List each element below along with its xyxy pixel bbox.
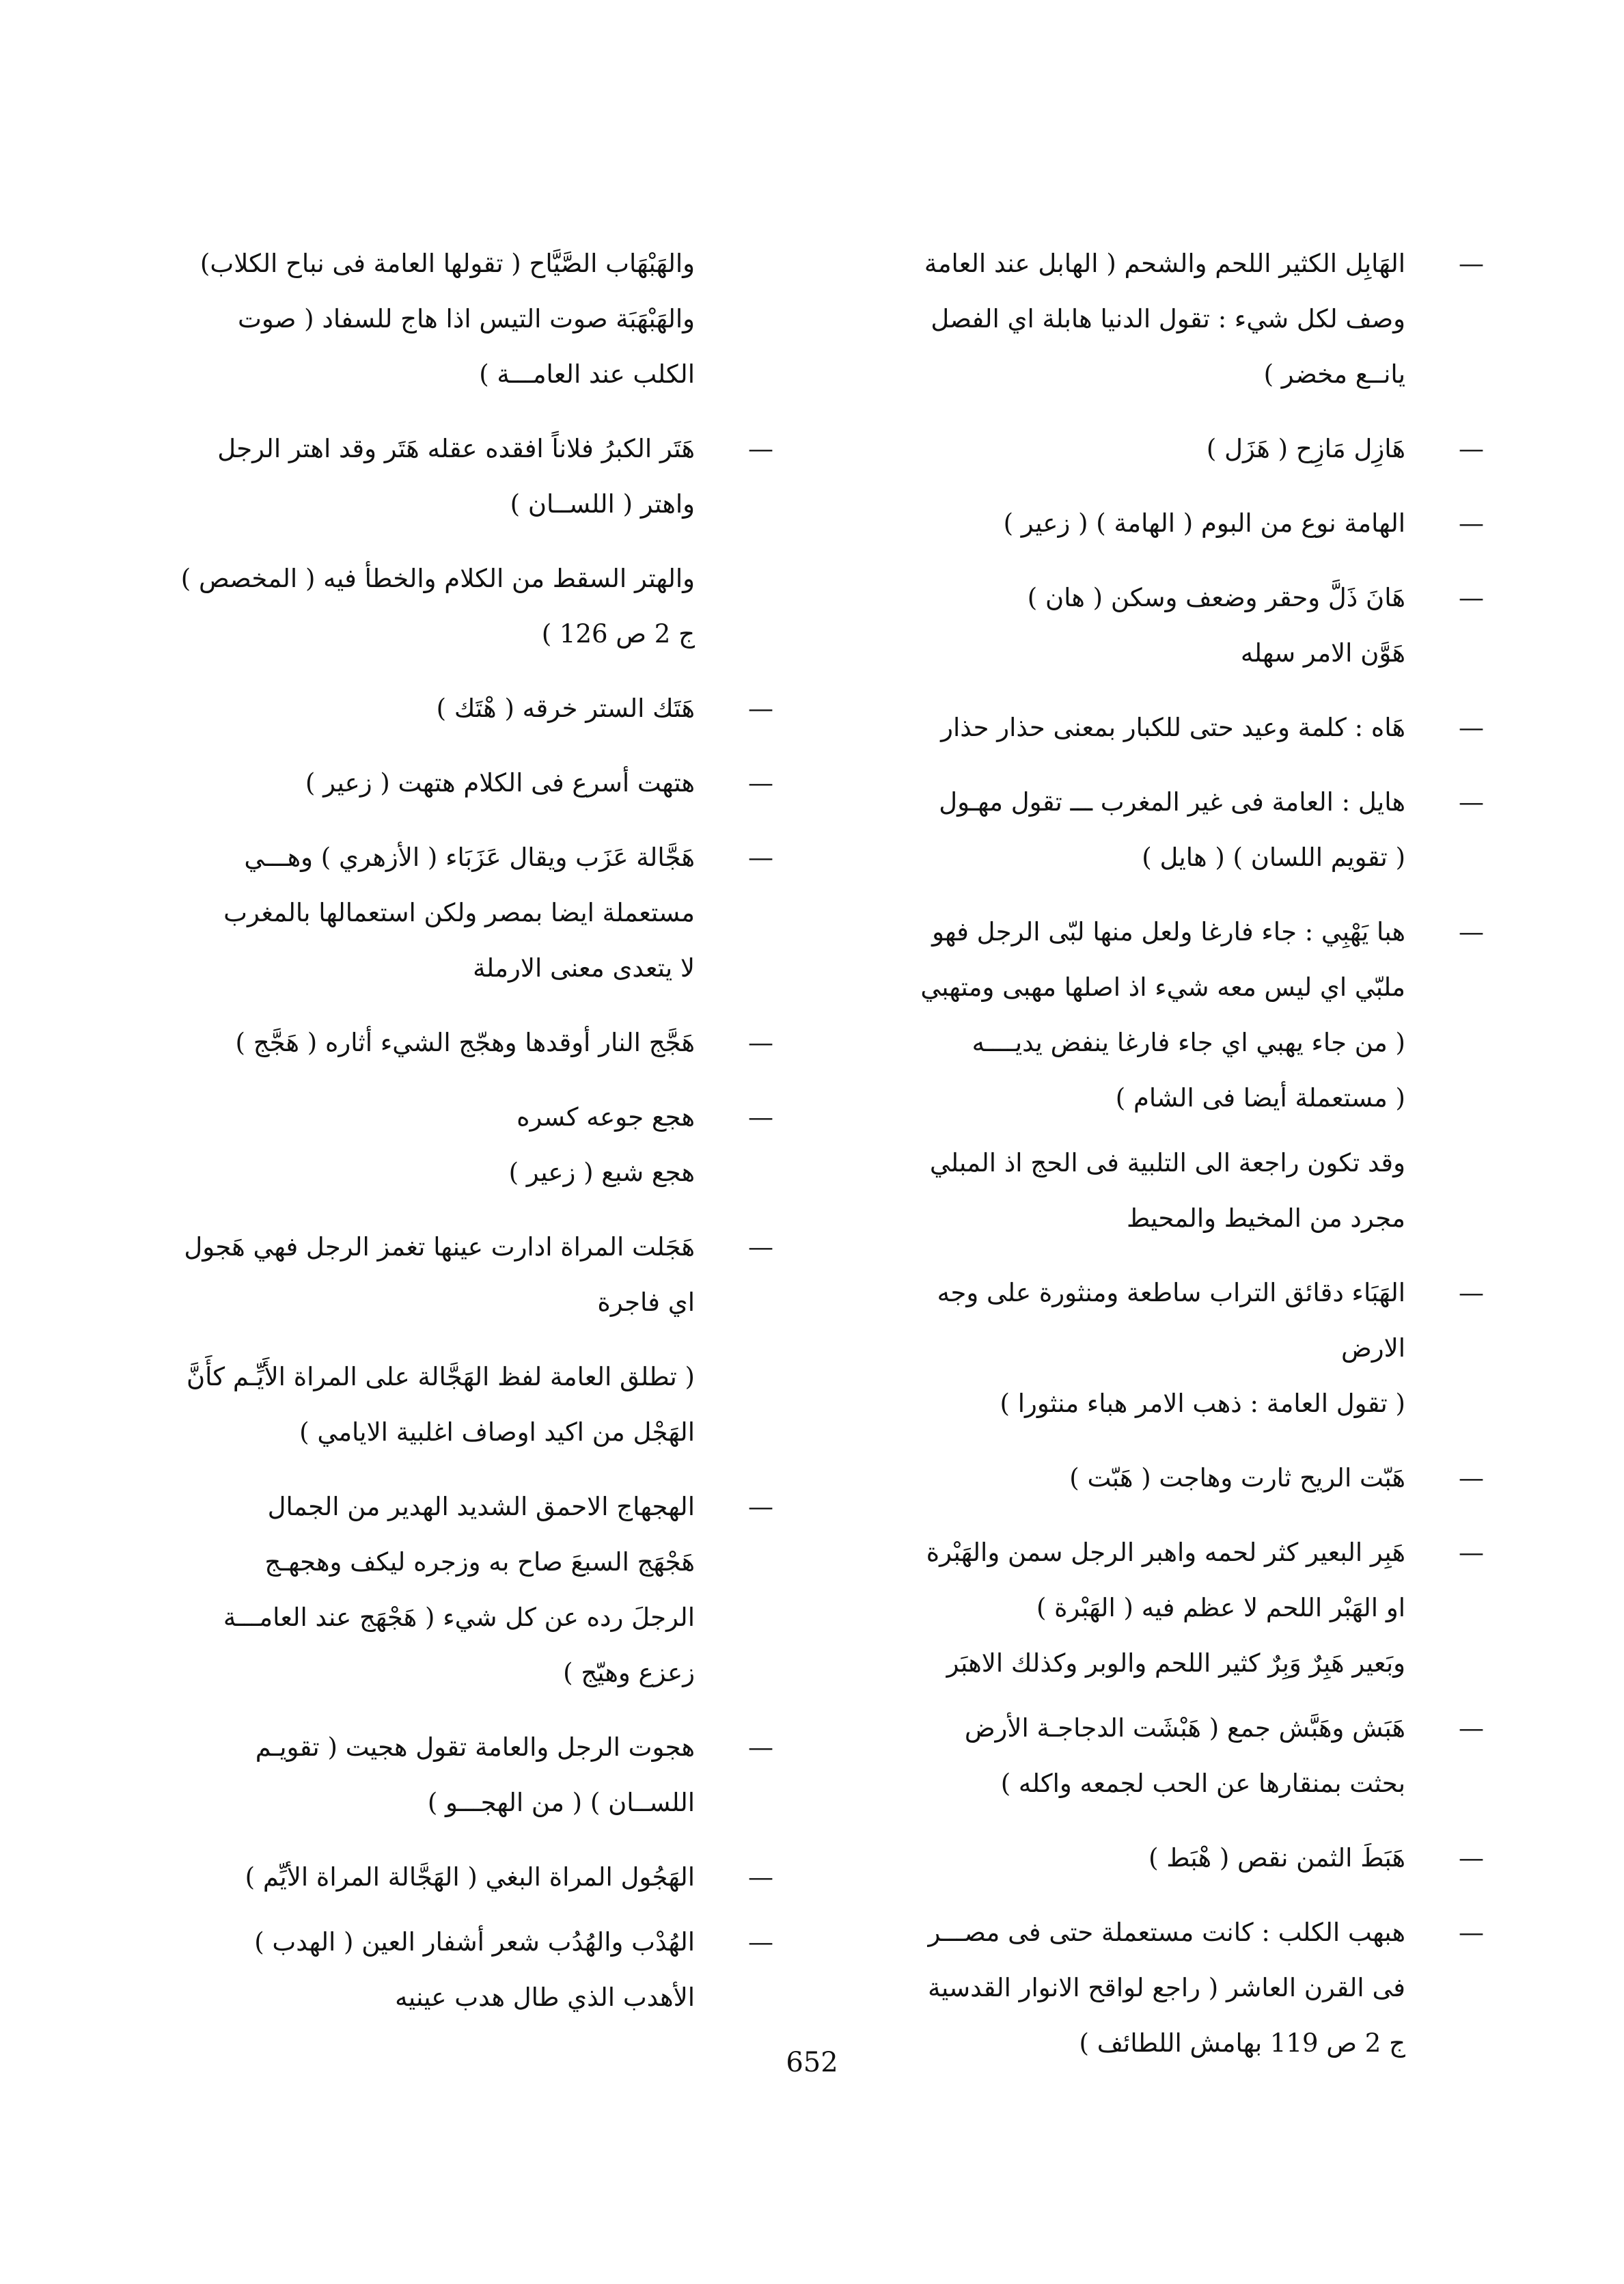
entry-line: — هتهت أسرع فى الكلام هتهت ( زعير ) <box>305 768 695 798</box>
entry-line: — الهجهاج الاحمق الشديد الهدير من الجمال <box>267 1492 695 1521</box>
entry-line: — الهَابِل الكثير اللحم والشحم ( الهابل عند العامة <box>924 249 1405 278</box>
dictionary-entry <box>855 1450 1484 1506</box>
entry-line: الارض <box>1341 1333 1405 1363</box>
dictionary-entry <box>855 774 1484 885</box>
entry-line: يانــع مخضر ) <box>1263 359 1405 389</box>
entry-line: والهتر السقط من الكلام والخطأ فيه ( المخصص ) <box>180 564 695 593</box>
dictionary-entry <box>855 570 1484 681</box>
dictionary-entry <box>131 1015 773 1070</box>
dictionary-entry <box>855 236 1484 402</box>
entry-line: الأهدب الذي طال هدب عينيه <box>395 1983 695 2012</box>
entry-line: والهَبْهَاب الصَّيَّاح ( تقولها العامة فى نباح الكلاب) <box>199 249 695 278</box>
entry-line: ( مستعملة أيضا فى الشام ) <box>1115 1083 1405 1113</box>
dictionary-entry <box>131 421 773 532</box>
entry-line: — هَجَّج النار أوقدها وهجّج الشيء أثاره ( هَجَّج ) <box>235 1028 695 1057</box>
dictionary-entry <box>131 1349 773 1460</box>
entry-line: او الهَبْر اللحم لا عظم فيه ( الهَبْرة ) <box>1036 1593 1405 1622</box>
entry-line: ملبّي اي ليس معه شيء اذ اصلها مهبى ومتهبي <box>920 973 1405 1002</box>
dictionary-entry <box>855 1905 1484 2071</box>
dictionary-entry <box>855 421 1484 476</box>
dictionary-entry <box>131 1719 773 1830</box>
entry-line: وبَعير هَبِرٌ وَبِرٌ كثير اللحم والوبر وكذلك الاهبَر <box>946 1648 1405 1678</box>
dictionary-entry <box>131 830 773 996</box>
entry-line: لا يتعدى معنى الارملة <box>473 953 695 983</box>
dictionary-entry <box>131 1849 773 1905</box>
entry-line: — الهَجُول المراة البغي ( الهَجَّالة المراة الأيِّم ) <box>245 1862 695 1892</box>
entry-line: وقد تكون راجعة الى التلبية فى الحج اذ المبلي <box>929 1148 1405 1178</box>
entry-line: ج 2 ص 119 بهامش اللطائف ) <box>1079 2028 1405 2058</box>
dictionary-entry <box>855 1830 1484 1886</box>
entry-line: هَوَّن الامر سهله <box>1240 638 1405 668</box>
dictionary-entry <box>131 1914 773 2025</box>
entry-line: ( تقول العامة : ذهب الامر هباء منثورا ) <box>1000 1389 1405 1418</box>
dictionary-entry <box>131 1089 773 1200</box>
page-number: 652 <box>786 2047 838 2078</box>
entry-line: هَجْهَج السبعَ صاح به وزجره ليكف وهجهـج <box>264 1547 695 1577</box>
dictionary-entry <box>855 1700 1484 1811</box>
entry-line: — هَبَش وهَبَّش جمع ( هَبْشَت الدجاجـة الأرض <box>964 1713 1405 1743</box>
dictionary-entry <box>131 1479 773 1700</box>
dictionary-entry <box>131 1219 773 1330</box>
entry-line: — هَبّت الريح ثارت وهاجت ( هَبّت ) <box>1069 1463 1405 1493</box>
entry-line: — هبا يَهْبِي : جاء فارغا ولعل منها لبّى الرجل فهو <box>932 917 1405 947</box>
entry-line: — هجوت الرجل والعامة تقول هجيت ( تقويـم <box>255 1732 695 1762</box>
dictionary-entry <box>855 495 1484 551</box>
dictionary-entry <box>855 1135 1484 1246</box>
entry-line: — هَتَر الكبرُ فلاناً افقده عقله هَتَر وقد اهتر الرجل <box>217 434 695 463</box>
entry-line: — الهَبَاء دقائق التراب ساطعة ومنثورة على وجه <box>937 1278 1405 1307</box>
dictionary-entry <box>131 681 773 736</box>
entry-line: — الهامة نوع من البوم ( الهامة ) ( زعير ) <box>1003 508 1405 538</box>
entry-line: — هَبِر البعير كثر لحمه واهبر الرجل سمن والهَبْرة <box>926 1538 1405 1567</box>
entry-line: فى القرن العاشر ( راجع لواقح الانوار القدسية <box>928 1973 1405 2002</box>
entry-line: اي فاجرة <box>597 1288 695 1317</box>
entry-line: واهتر ( اللســان ) <box>510 489 695 519</box>
entry-line: بحثت بمنقارها عن الحب لجمعه واكله ) <box>1000 1769 1405 1798</box>
entry-line: مستعملة ايضا بمصر ولكن استعمالها بالمغرب <box>223 898 695 927</box>
dictionary-entry <box>855 700 1484 755</box>
entry-line: وصف لكل شيء : تقول الدنيا هابلة اي الفصل <box>931 304 1405 334</box>
entry-line: — هَاه : كلمة وعيد حتى للكبار بمعنى حذار حذار <box>941 713 1405 742</box>
dictionary-entry <box>131 551 773 662</box>
dictionary-entry <box>855 904 1484 1126</box>
dictionary-entry <box>855 1525 1484 1691</box>
entry-line: زعزع وهيّج ) <box>563 1658 695 1687</box>
entry-line: — هَجَّالة عَزَب ويقال عَزَبَاء ( الأزهري ) وهـــي <box>244 843 695 872</box>
entry-line: والهَبْهَبَة صوت التيس اذا هاج للسفاد ( صوت <box>238 304 695 334</box>
left-column <box>131 236 773 2025</box>
entry-line: — هايل : العامة فى غير المغرب ـــ تقول مهـول <box>939 787 1405 817</box>
entry-line: — هَازِل مَازِح ( هَزَل ) <box>1206 434 1405 463</box>
dictionary-entry <box>131 755 773 811</box>
entry-line: الهَجْل من اكيد اوصاف اغلبية الايامي ) <box>299 1417 695 1447</box>
entry-line: ج 2 ص 126 ) <box>541 619 695 649</box>
entry-line: — هبهب الكلب : كانت مستعملة حتى فى مصـــر <box>928 1918 1405 1947</box>
entry-line: — هَبَطَ الثمن نقص ( هْبَط ) <box>1148 1843 1405 1873</box>
entry-line: هجع شبع ( زعير ) <box>508 1158 695 1187</box>
entry-line: ( من جاء يهبي اي جاء فارغا ينفض يديــــه <box>972 1028 1405 1057</box>
dictionary-entry <box>131 236 773 402</box>
entry-line: — الهُدْب والهُدُب شعر أشفار العين ( الهدب ) <box>254 1927 695 1957</box>
entry-line: ( تطلق العامة لفظ الهَجَّالة على المراة الأَيِّـم كأَنَّ <box>187 1362 695 1391</box>
entry-line: اللســان ) ( من الهجـــو ) <box>427 1788 695 1817</box>
entry-line: — هجع جوعه كسره <box>517 1102 695 1132</box>
entry-line: — هَانَ ذَلَّ وحقر وضعف وسكن ( هان ) <box>1027 583 1405 612</box>
entry-line: مجرد من المخيط والمحيط <box>1127 1204 1405 1233</box>
entry-line: — هَجَلت المراة ادارت عينها تغمز الرجل فهي هَجول <box>184 1232 695 1262</box>
right-column <box>855 236 1484 2071</box>
entry-line: ( تقويم اللسان ) ( هايل ) <box>1142 843 1405 872</box>
entry-line: الكلب عند العامـــة ) <box>479 359 695 389</box>
dictionary-entry <box>855 1265 1484 1431</box>
entry-line: — هَتَك الستر خرقه ( هْتَك ) <box>436 694 695 723</box>
entry-line: الرجلَ رده عن كل شيء ( هَجْهَج عند العامـــة <box>223 1603 695 1632</box>
